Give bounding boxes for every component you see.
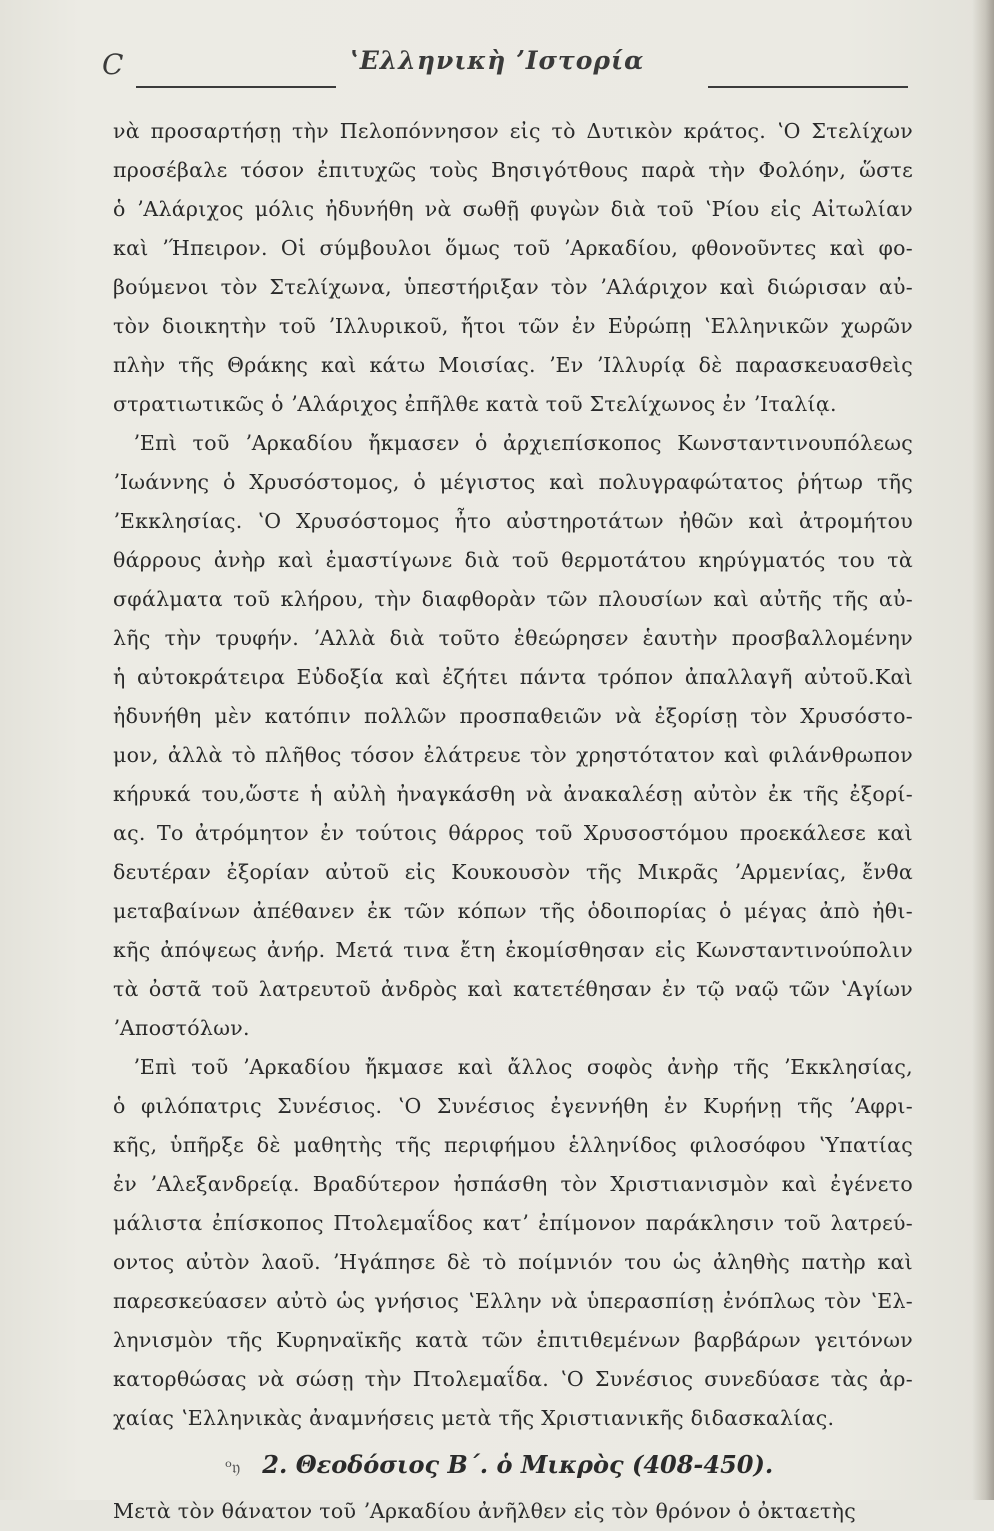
text-line: μεταβαίνων ἀπέθανεν ἐκ τῶν κόπων τῆς ὁδοιπορίας ὁ μέγας ἀπὸ ἠθι- <box>113 899 913 923</box>
section-heading-text: 2. Θεοδόσιος Β΄. ὁ Μικρὸς (408-450). <box>262 1450 774 1479</box>
text-line: νὰ προσαρτήσῃ τὴν Πελοπόννησον εἰς τὸ Δυτικὸν κράτος. ʽΟ Στελίχων <box>113 119 913 143</box>
text-line: ἐν ʼΑλεξανδρείᾳ. Βραδύτερον ἠσπάσθη τὸν Χριστιανισμὸν καὶ ἐγένετο <box>113 1172 913 1196</box>
text-line: ὁ φιλόπατρις Συνέσιος. ʽΟ Συνέσιος ἐγεννήθη ἐν Κυρήνῃ τῆς ʼΑφρι- <box>113 1094 913 1118</box>
text-line: τὸν διοικητὴν τοῦ ʼΙλλυρικοῦ, ἤτοι τῶν ἐν Εὐρώπῃ ʽΕλληνικῶν χωρῶν <box>113 314 913 338</box>
text-line: κῆς, ὑπῆρξε δὲ μαθητὴς τῆς περιφήμου ἑλληνίδος φιλοσόφου ʽΥπατίας <box>113 1133 913 1157</box>
text-line: ʼΕπὶ τοῦ ʼΑρκαδίου ἤκμασε καὶ ἄλλος σοφὸς ἀνὴρ τῆς ʼΕκκλησίας, <box>133 1055 913 1079</box>
text-line: ʼΙωάννης ὁ Χρυσόστομος, ὁ μέγιστος καὶ πολυγραφώτατος ῥήτωρ τῆς <box>113 470 913 494</box>
section-heading <box>113 1442 913 1488</box>
text-line: καὶ ʼΉπειρον. Οἱ σύμβουλοι ὅμως τοῦ ʼΑρκαδίου, φθονοῦντες καὶ φο- <box>113 236 913 260</box>
text-line: ας. Το ἀτρόμητον ἐν τούτοις θάρρος τοῦ Χρυσοστόμου προεκάλεσε καὶ <box>113 821 913 845</box>
text-line: βούμενοι τὸν Στελίχωνα, ὑπεστήριξαν τὸν ʼΑλάριχον καὶ διώρισαν αὐ- <box>113 275 913 299</box>
text-line: κῆς ἀπόψεως ἀνήρ. Μετά τινα ἔτη ἐκομίσθησαν εἰς Κωνσταντινούπολιν <box>113 938 913 962</box>
body-text <box>113 112 913 1531</box>
text-line: ὁ ʼΑλάριχος μόλις ἠδυνήθη νὰ σωθῇ φυγὼν διὰ τοῦ ʽΡίου εἰς Αἰτωλίαν <box>113 197 913 221</box>
text-line: ʼΕκκλησίας. ʽΟ Χρυσόστομος ἦτο αὐστηροτάτων ἠθῶν καὶ ἀτρομήτου <box>113 509 913 533</box>
text-line: μον, ἀλλὰ τὸ πλῆθος τόσον ἐλάτρευε τὸν χρηστότατον καὶ φιλάνθρωπον <box>113 743 913 767</box>
running-title: ʽΕλληνικὴ ʼΙστορία <box>350 46 645 75</box>
text-line: δευτέραν ἐξορίαν αὐτοῦ εἰς Κουκουσὸν τῆς Μικρᾶς ʼΑρμενίας, ἔνθα <box>113 860 913 884</box>
text-line: χαίας ʽΕλληνικὰς ἀναμνήσεις μετὰ τῆς Χριστιανικῆς διδασκαλίας. <box>113 1406 835 1430</box>
text-line: πλὴν τῆς Θράκης καὶ κάτω Μοισίας. ʼΕν ʼΙλλυρίᾳ δὲ παρασκευασθεὶς <box>113 353 913 377</box>
text-line: ἠδυνήθη μὲν κατόπιν πολλῶν προσπαθειῶν νὰ ἐξορίσῃ τὸν Χρυσόστο- <box>113 704 913 728</box>
text-line: Μετὰ τὸν θάνατον τοῦ ʼΑρκαδίου ἀνῆλθεν εἰς τὸν θρόνον ὁ ὀκταετὴς <box>113 1499 856 1523</box>
page-number: C <box>102 48 124 81</box>
text-line: λῆς τὴν τρυφήν. ʼΑλλὰ διὰ τοῦτο ἐθεώρησεν ἑαυτὴν προσβαλλομένην <box>113 626 913 650</box>
text-line: ʼΕπὶ τοῦ ʼΑρκαδίου ἤκμασεν ὁ ἀρχιεπίσκοπος Κωνσταντινουπόλεως <box>133 431 913 455</box>
text-line: τὰ ὀστᾶ τοῦ λατρευτοῦ ἀνδρὸς καὶ κατετέθησαν ἐν τῷ ναῷ τῶν ʽΑγίων <box>113 977 913 1001</box>
text-line: ἡ αὐτοκράτειρα Εὐδοξία καὶ ἐζήτει πάντα τρόπον ἀπαλλαγῆ αὐτοῦ.Καὶ <box>113 665 913 689</box>
page-header <box>100 44 882 94</box>
text-line: παρεσκεύασεν αὐτὸ ὡς γνήσιος ʽΕλλην νὰ ὑπερασπίσῃ ἐνόπλως τὸν ʽΕλ- <box>113 1289 913 1313</box>
text-line: σφάλματα τοῦ κλήρου, τὴν διαφθορὰν τῶν πλουσίων καὶ αὐτῆς τῆς αὐ- <box>113 587 913 611</box>
text-line: ʼΑποστόλων. <box>113 1016 250 1040</box>
text-line: κατορθώσας νὰ σώσῃ τὴν Πτολεμαΐδα. ʽΟ Συνέσιος συνεδύασε τὰς ἀρ- <box>113 1367 913 1391</box>
text-line: στρατιωτικῶς ὁ ʼΑλάριχος ἐπῆλθε κατὰ τοῦ Στελίχωνος ἐν ʼΙταλίᾳ. <box>113 392 837 416</box>
text-line: ληνισμὸν τῆς Κυρηναϊκῆς κατὰ τῶν ἐπιτιθεμένων βαρβάρων γειτόνων <box>113 1328 913 1352</box>
heading-margin-mark: ᵒ𝔶 <box>225 1457 241 1478</box>
page-edge-shadow <box>972 0 994 1500</box>
text-line: θάρρους ἀνὴρ καὶ ἐμαστίγωνε διὰ τοῦ θερμοτάτου κηρύγματός του τὰ <box>113 548 913 572</box>
header-rule-left <box>136 86 336 88</box>
text-line: προσέβαλε τόσον ἐπιτυχῶς τοὺς Βησιγότθους παρὰ τὴν Φολόην, ὥστε <box>113 158 913 182</box>
text-line: κήρυκά του,ὥστε ἡ αὐλὴ ἠναγκάσθη νὰ ἀνακαλέσῃ αὐτὸν ἐκ τῆς ἐξορί- <box>113 782 913 806</box>
header-rule-right <box>708 86 908 88</box>
text-line: οντος αὐτὸν λαοῦ. ʼΗγάπησε δὲ τὸ ποίμνιόν του ὡς ἀληθὴς πατὴρ καὶ <box>113 1250 913 1274</box>
text-line: μάλιστα ἐπίσκοπος Πτολεμαΐδος κατʼ ἐπίμονον παράκλησιν τοῦ λατρεύ- <box>113 1211 913 1235</box>
